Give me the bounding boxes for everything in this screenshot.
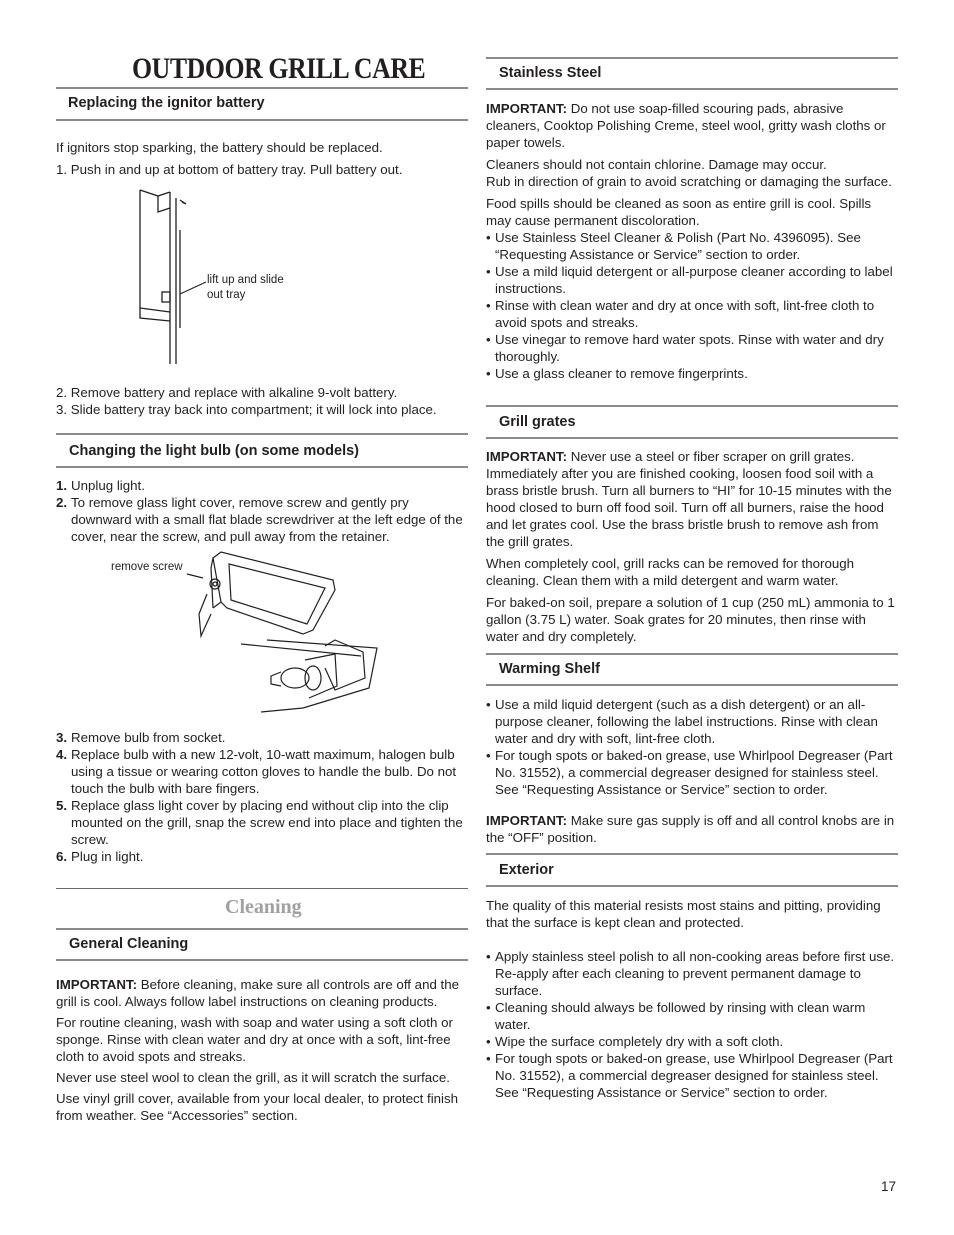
stainless-paragraph: Food spills should be cleaned as soon as entire grill is cool. Spills may cause permanent discoloration.: [486, 196, 872, 228]
stainless-bullet: • Rinse with clean water and dry at once with soft, lint-free cloth to avoid spots and streaks.: [486, 297, 898, 331]
section-rule: [486, 885, 898, 887]
step-number: 5.: [56, 798, 68, 813]
stainless-bullet: • Use a glass cleaner to remove fingerprints.: [486, 365, 898, 382]
step-text: Remove bulb from socket.: [71, 730, 226, 745]
battery-step-3: 3. Slide battery tray back into compartment; it will lock into place.: [56, 402, 437, 417]
cleaning-title: Cleaning: [225, 896, 302, 918]
heading-stainless-steel: Stainless Steel: [499, 65, 602, 81]
step-text: Plug in light.: [71, 849, 144, 864]
exterior-text: [486, 897, 898, 1101]
callout-lift-tray: [207, 273, 284, 303]
bulb-steps-before: [56, 477, 466, 545]
step-item: [56, 848, 466, 865]
step-number: 3.: [56, 730, 68, 745]
section-rule: [56, 87, 468, 89]
warming-important: [486, 812, 900, 846]
step-number: 2.: [56, 495, 68, 510]
grates-paragraph: When completely cool, grill racks can be removed for thorough cleaning. Clean them with a mild detergent and warm water.: [486, 556, 855, 588]
heading-warming-shelf: Warming Shelf: [499, 661, 600, 677]
section-rule: [56, 119, 468, 121]
section-rule: [56, 433, 468, 435]
page-number: 17: [881, 1179, 897, 1194]
step-number: 1.: [56, 478, 68, 493]
light-cover-illustration: [185, 548, 385, 720]
section-rule: [56, 466, 468, 468]
stainless-text: [486, 100, 898, 382]
section-rule: [486, 437, 898, 439]
general-important: [56, 976, 466, 1010]
warming-text: [486, 696, 900, 846]
important-label: IMPORTANT:: [56, 977, 138, 992]
section-rule: [486, 405, 898, 407]
step-item: [56, 746, 466, 797]
stainless-bullet: • Use Stainless Steel Cleaner & Polish (Part No. 4396095). See “Requesting Assistance or Service” section to order.: [486, 229, 898, 263]
heading-general-cleaning: General Cleaning: [69, 936, 189, 952]
grates-text: [486, 448, 898, 645]
grates-important: [486, 448, 898, 550]
step-item: [56, 477, 466, 494]
important-text: Before cleaning, make sure all controls are off and the grill is cool. Always follow label instructions on cleaning products.: [56, 977, 460, 1009]
grates-paragraph: For baked-on soil, prepare a solution of 1 cup (250 mL) ammonia to 1 gallon (3.75 L) water. Soak grates for 20 minutes, then rinse with water and dry completely.: [486, 595, 895, 644]
battery-intro: If ignitors stop sparking, the battery should be replaced.: [56, 140, 383, 155]
section-rule: [56, 959, 468, 961]
stainless-bullet: • Use a mild liquid detergent or all-purpose cleaner according to label instructions.: [486, 263, 898, 297]
important-text: Do not use soap-filled scouring pads, abrasive cleaners, Cooktop Polishing Creme, steel wool, gritty wash cloths or paper towels.: [486, 101, 886, 150]
stainless-important: [486, 100, 898, 151]
important-text: Make sure gas supply is off and all control knobs are in the “OFF” position.: [486, 813, 895, 845]
section-rule: [486, 88, 898, 90]
general-paragraph: For routine cleaning, wash with soap and water using a soft cloth or sponge. Rinse with clean water and dry at once with a soft, lint-free cloth to avoid spots and streaks.: [56, 1015, 453, 1064]
general-paragraph: Use vinyl grill cover, available from your local dealer, to protect finish from weather. See “Accessories” section.: [56, 1091, 459, 1123]
step-number: 6.: [56, 849, 68, 864]
step-number: 4.: [56, 747, 68, 762]
exterior-bullet: • Wipe the surface completely dry with a soft cloth.: [486, 1033, 898, 1050]
important-label: IMPORTANT:: [486, 101, 568, 116]
step-text: Replace glass light cover by placing end without clip into the clip mounted on the grill, snap the screw end into place and tighten the screw.: [71, 798, 463, 847]
important-text: Never use a steel or fiber scraper on grill grates. Immediately after you are finished cooking, loosen food soil with a brass bristle brush. Turn all burners to “HI” for 10-15 minutes with the hood closed to burn off food soil. Turn off all burners, raise the hood and let grates cool. Use the brass bristle brush to remove ash from the grill grates.: [486, 449, 892, 549]
callout-line: lift up and slide: [207, 274, 284, 286]
step-text: Unplug light.: [71, 478, 145, 493]
step-item: [56, 494, 466, 545]
step-item: [56, 729, 466, 746]
exterior-bullet: • Cleaning should always be followed by rinsing with clean warm water.: [486, 999, 898, 1033]
heading-grill-grates: Grill grates: [499, 414, 576, 430]
stainless-bullet: • Use vinegar to remove hard water spots. Rinse with water and dry thoroughly.: [486, 331, 898, 365]
important-label: IMPORTANT:: [486, 813, 568, 828]
step-item: [56, 797, 466, 848]
section-rule: [486, 684, 898, 686]
callout-leader: [178, 280, 208, 296]
battery-step-2: 2. Remove battery and replace with alkaline 9-volt battery.: [56, 385, 398, 400]
battery-tray-illustration: [130, 188, 210, 366]
stainless-paragraph: Rub in direction of grain to avoid scratching or damaging the surface.: [486, 174, 892, 189]
exterior-paragraph: The quality of this material resists most stains and pitting, providing that the surface is kept clean and protected.: [486, 898, 881, 930]
general-cleaning-text: [56, 976, 466, 1124]
warming-bullet: • Use a mild liquid detergent (such as a dish detergent) or an all-purpose cleaner, following the label instructions. Rinse with clean water and dry with soft, lint-free cloth.: [486, 696, 900, 747]
stainless-paragraph: Cleaners should not contain chlorine. Damage may occur.: [486, 157, 827, 172]
heading-light-bulb: Changing the light bulb (on some models): [69, 443, 359, 459]
heading-exterior: Exterior: [499, 862, 554, 878]
section-rule: [486, 853, 898, 855]
section-rule: [56, 928, 468, 930]
battery-step-1: 1. Push in and up at bottom of battery tray. Pull battery out.: [56, 162, 403, 177]
section-rule: [486, 653, 898, 655]
callout-remove-screw: remove screw: [111, 561, 183, 573]
section-rule: [56, 888, 468, 889]
general-paragraph: Never use steel wool to clean the grill, as it will scratch the surface.: [56, 1070, 450, 1085]
important-label: IMPORTANT:: [486, 449, 568, 464]
page-title: OUTDOOR GRILL CARE: [132, 52, 426, 85]
section-rule: [486, 57, 898, 59]
exterior-bullet: • Apply stainless steel polish to all non-cooking areas before first use. Re-apply after each cleaning to prevent permanent damage to surface.: [486, 948, 898, 999]
warming-bullet: • For tough spots or baked-on grease, use Whirlpool Degreaser (Part No. 31552), a commercial degreaser designed for stainless steel. See “Requesting Assistance or Service” section to order.: [486, 747, 900, 798]
step-text: To remove glass light cover, remove screw and gently pry downward with a small flat blade screwdriver at the left edge of the cover, near the screw, and pull away from the retainer.: [71, 495, 463, 544]
step-text: Replace bulb with a new 12-volt, 10-watt maximum, halogen bulb using a tissue or wearing cotton gloves to handle the bulb. Do not touch the bulb with bare fingers.: [71, 747, 457, 796]
heading-replacing-battery: Replacing the ignitor battery: [68, 95, 265, 111]
bulb-steps-after: [56, 729, 466, 865]
callout-line: out tray: [207, 289, 246, 301]
exterior-bullet: • For tough spots or baked-on grease, use Whirlpool Degreaser (Part No. 31552), a commercial degreaser designed for stainless steel. See “Requesting Assistance or Service” section to order.: [486, 1050, 898, 1101]
